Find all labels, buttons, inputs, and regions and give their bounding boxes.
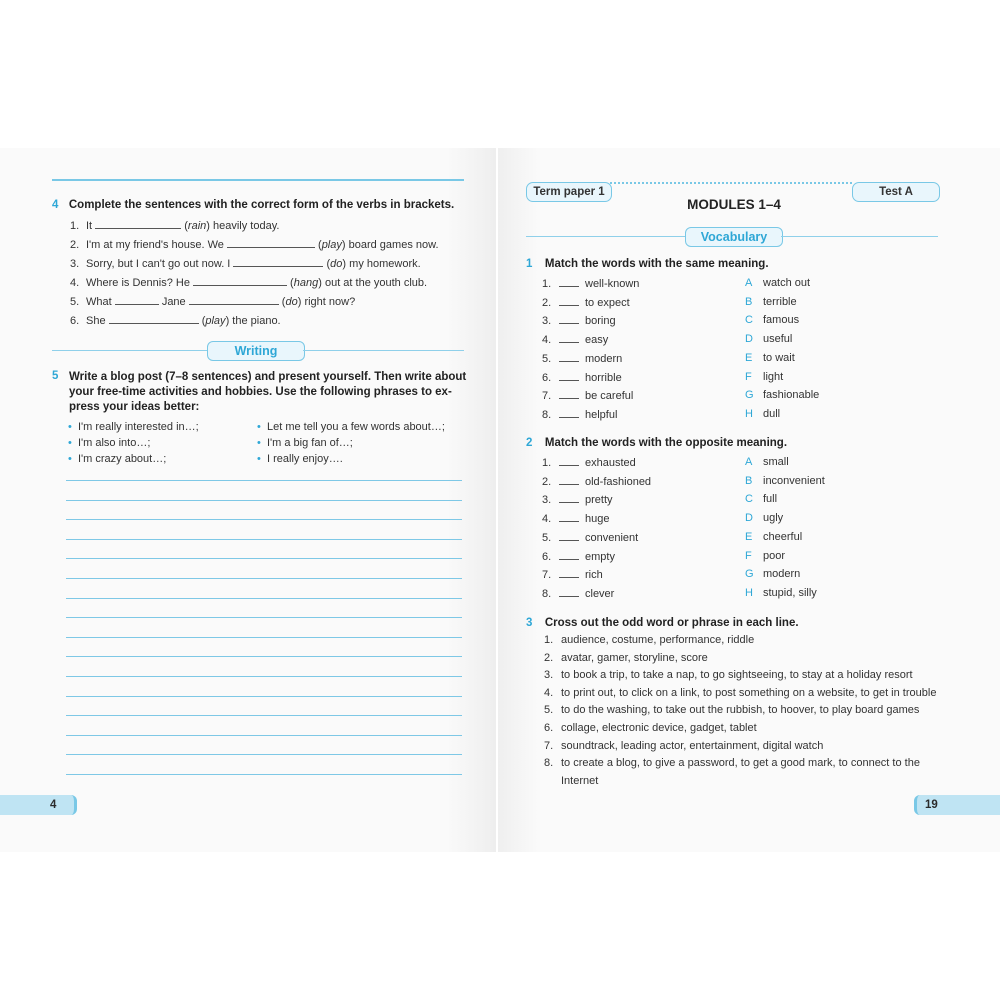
task1-right-item: [745, 277, 810, 289]
writing-line[interactable]: [66, 558, 462, 559]
word: well-known: [585, 278, 640, 290]
item-text: avatar, gamer, storyline, score: [561, 651, 708, 664]
option-letter: E: [745, 530, 753, 543]
task4-item: 4. Where is Dennis? He (hang) out at the youth club.: [70, 277, 428, 289]
item-text: Where is Dennis? He: [86, 277, 190, 289]
answer-blank[interactable]: [559, 568, 579, 578]
item-text: Sorry, but I can't go out now. I: [86, 258, 231, 270]
writing-line[interactable]: [66, 539, 462, 540]
dotted-rule: [610, 182, 852, 184]
item-text: to print out, to click on a link, to post something on a website, to get in trouble: [561, 686, 937, 699]
item-text: What: [86, 296, 112, 308]
option-letter: B: [745, 474, 753, 487]
writing-line[interactable]: [66, 637, 462, 638]
task2-right-item: [745, 568, 800, 580]
item-text: to create a blog, to give a password, to get a good mark, to connect to the: [561, 757, 920, 770]
task2-right-item: [745, 550, 785, 562]
writing-line[interactable]: [66, 774, 462, 775]
phrases-left-column: [68, 419, 199, 467]
word: fashionable: [763, 389, 820, 402]
option-letter: G: [745, 389, 754, 402]
item-number: 6.: [544, 722, 554, 734]
item-text: my homework.: [349, 258, 421, 270]
option-letter: E: [745, 351, 753, 364]
word: be careful: [585, 390, 634, 403]
item-number: 1.: [544, 634, 554, 646]
term-paper-label: Term paper 1: [526, 182, 612, 202]
word: full: [763, 493, 778, 506]
page-number-left: 4: [0, 795, 77, 815]
writing-line[interactable]: [66, 656, 462, 657]
item-number: 3.: [542, 494, 552, 507]
task2-left-item: [542, 456, 636, 469]
item-text: out at the youth club.: [324, 277, 428, 289]
page-title: MODULES 1–4: [687, 197, 781, 212]
task3-item: [544, 740, 823, 752]
writing-line[interactable]: [66, 735, 462, 736]
vocab-rule-left: [526, 236, 686, 237]
item-text: collage, electronic device, gadget, tablet: [561, 722, 757, 734]
task1-left-item: [542, 408, 617, 421]
option-letter: D: [745, 333, 753, 346]
task3-item: [544, 757, 920, 769]
task1-right-item: [745, 314, 799, 326]
item-number: 2.: [70, 239, 80, 251]
option-letter: A: [745, 277, 753, 289]
writing-line[interactable]: [66, 617, 462, 618]
word: terrible: [763, 295, 797, 308]
item-text: I'm at my friend's house. We: [86, 239, 224, 251]
item-number: 6.: [542, 550, 552, 563]
task2-right-item: [745, 475, 825, 487]
writing-line[interactable]: [66, 696, 462, 697]
item-text: to do the washing, to take out the rubbish, to hoover, to play board games: [561, 704, 920, 717]
item-number: 7.: [544, 739, 554, 752]
word: rich: [585, 569, 603, 582]
item-number: 1.: [542, 278, 552, 290]
phrase-item: • I'm crazy about…;: [68, 453, 167, 465]
phrases-right-column: [257, 419, 445, 467]
answer-blank[interactable]: [227, 238, 315, 248]
task1-number: 1: [526, 258, 533, 270]
task2-number: 2: [526, 437, 533, 449]
phrase-item: • I'm a big fan of…;: [257, 437, 353, 449]
task3-item: [544, 775, 598, 787]
word: huge: [585, 513, 610, 526]
writing-line[interactable]: [66, 715, 462, 716]
word: small: [763, 456, 789, 468]
item-text: Internet: [561, 774, 599, 787]
item-text: soundtrack, leading actor, entertainment, digital watch: [561, 739, 824, 752]
task1-right-item: [745, 408, 780, 420]
task2-right-item: [745, 493, 777, 505]
task2-right-item: [745, 512, 783, 524]
item-number: 5.: [542, 352, 552, 365]
task1-right-item: [745, 352, 795, 364]
task5-line-3: press your ideas better:: [69, 401, 200, 413]
word: famous: [763, 314, 800, 327]
task1-left-item: [542, 277, 639, 290]
task2-left-item: [542, 587, 614, 600]
task4-heading: [52, 195, 454, 213]
option-letter: G: [745, 568, 754, 581]
word: helpful: [585, 408, 618, 421]
task5-instruction: [69, 370, 466, 415]
phrase-item: • I'm also into…;: [68, 437, 151, 449]
task2-left-item: [542, 475, 651, 488]
answer-blank[interactable]: [559, 531, 579, 541]
item-number: 4.: [542, 334, 552, 347]
word: watch out: [763, 277, 811, 289]
answer-blank[interactable]: [193, 276, 287, 286]
task3-item: [544, 652, 708, 664]
task2-heading: [526, 433, 787, 451]
item-number: 6.: [542, 371, 552, 384]
item-number: 2.: [544, 651, 554, 664]
task3-item: [544, 687, 936, 699]
item-number: 6.: [70, 315, 80, 327]
task1-right-item: [745, 333, 792, 345]
answer-blank[interactable]: [559, 333, 579, 343]
word: easy: [585, 334, 609, 347]
item-number: 5.: [544, 704, 554, 717]
answer-blank[interactable]: [115, 295, 159, 305]
option-letter: F: [745, 549, 752, 562]
answer-blank[interactable]: [559, 389, 579, 399]
task2-left-item: [542, 512, 609, 525]
word: ugly: [763, 512, 784, 525]
item-number: 1.: [542, 457, 552, 469]
option-letter: H: [745, 586, 753, 599]
task5-line-1: Write a blog post (7–8 sentences) and present yourself. Then write about: [69, 371, 467, 383]
item-text: board games now.: [348, 239, 439, 251]
task1-left-item: [542, 333, 608, 346]
answer-blank[interactable]: [559, 512, 579, 522]
right-page: [498, 148, 1000, 852]
verb-hint: rain: [187, 220, 207, 232]
verb-hint: play: [321, 239, 342, 251]
item-text: audience, costume, performance, riddle: [561, 634, 755, 646]
task1-right-item: [745, 296, 797, 308]
page-number-right: 19: [914, 795, 1000, 815]
option-letter: H: [745, 407, 753, 420]
task1-left-item: [542, 314, 616, 327]
item-number: 2.: [542, 475, 552, 488]
task3-item: [544, 722, 757, 734]
task2-instruction: Match the words with the opposite meaning.: [544, 437, 788, 449]
item-number: 3.: [70, 258, 80, 270]
writing-rule-left: [52, 350, 208, 351]
word: to wait: [763, 351, 795, 364]
top-rule: [52, 179, 464, 181]
task3-item: [544, 634, 754, 646]
task1-right-item: [745, 389, 819, 401]
verb-hint: do: [330, 258, 343, 270]
writing-line[interactable]: [66, 480, 462, 481]
option-letter: C: [745, 493, 753, 506]
verb-hint: do: [285, 296, 298, 308]
task1-right-item: [745, 371, 783, 383]
item-number: 7.: [542, 390, 552, 403]
answer-blank[interactable]: [559, 408, 579, 418]
item-text: right now?: [304, 296, 356, 308]
task1-left-item: [542, 352, 622, 365]
task3-instruction: Cross out the odd word or phrase in each line.: [544, 617, 799, 629]
item-text: the piano.: [232, 315, 281, 327]
answer-blank[interactable]: [559, 587, 579, 597]
option-letter: B: [745, 295, 753, 308]
task2-left-item: [542, 568, 603, 581]
option-letter: A: [745, 456, 753, 468]
item-text: to book a trip, to take a nap, to go sightseeing, to stay at a holiday resort: [561, 669, 913, 682]
item-number: 3.: [542, 315, 552, 328]
vocabulary-section-tab: Vocabulary: [685, 227, 783, 247]
task2-left-item: [542, 531, 638, 544]
item-number: 2.: [542, 296, 552, 309]
vocab-rule-right: [781, 236, 938, 237]
task5-number: 5: [52, 370, 59, 382]
option-letter: D: [745, 512, 753, 525]
task5-line-2: your free-time activities and hobbies. Use the following phrases to ex-: [69, 386, 452, 398]
answer-blank[interactable]: [109, 314, 199, 324]
word: pretty: [585, 494, 613, 507]
task3-item: [544, 669, 913, 681]
writing-line[interactable]: [66, 519, 462, 520]
word: useful: [763, 333, 793, 346]
item-number: 1.: [70, 220, 80, 232]
option-letter: F: [745, 370, 752, 383]
word: convenient: [585, 531, 639, 544]
option-letter: C: [745, 314, 753, 327]
left-page: [0, 148, 496, 852]
task1-left-item: [542, 389, 633, 402]
word: clever: [585, 587, 615, 600]
word: modern: [763, 568, 801, 581]
writing-section-tab: Writing: [207, 341, 305, 361]
word: exhausted: [585, 457, 636, 469]
task1-left-item: [542, 371, 622, 384]
answer-blank[interactable]: [559, 456, 579, 466]
answer-blank[interactable]: [559, 352, 579, 362]
word: modern: [585, 352, 623, 365]
word: dull: [763, 407, 781, 420]
task4-item: 6. She (play) the piano.: [70, 315, 281, 327]
item-number: 4.: [70, 277, 80, 289]
task3-number: 3: [526, 617, 533, 629]
word: to expect: [585, 296, 630, 309]
task3-item: [544, 704, 919, 716]
word: light: [763, 370, 784, 383]
word: empty: [585, 550, 615, 563]
task2-left-item: [542, 493, 613, 506]
test-label: Test A: [852, 182, 940, 202]
task3-heading: [526, 613, 799, 631]
item-text: heavily today.: [213, 220, 280, 232]
answer-blank[interactable]: [559, 371, 579, 381]
verb-hint: hang: [293, 277, 319, 289]
item-number: 3.: [544, 669, 554, 682]
word: old-fashioned: [585, 475, 652, 488]
task2-left-item: [542, 550, 615, 563]
item-number: 7.: [542, 569, 552, 582]
word: stupid, silly: [763, 586, 817, 599]
answer-blank[interactable]: [559, 314, 579, 324]
writing-line[interactable]: [66, 578, 462, 579]
task4-item: 5. What Jane (do) right now?: [70, 296, 356, 308]
item-number: 8.: [542, 587, 552, 600]
phrase-item: • Let me tell you a few words about…;: [257, 421, 445, 433]
word: horrible: [585, 371, 622, 384]
answer-blank[interactable]: [233, 257, 323, 267]
item-number: 4.: [542, 513, 552, 526]
answer-blank[interactable]: [559, 475, 579, 485]
item-number: 8.: [544, 757, 554, 770]
answer-blank[interactable]: [559, 550, 579, 560]
word: boring: [585, 315, 616, 328]
item-text: She: [86, 315, 106, 327]
word: cheerful: [763, 530, 803, 543]
item-number: 8.: [542, 408, 552, 421]
task1-instruction: Match the words with the same meaning.: [544, 258, 769, 270]
phrase-item: • I really enjoy….: [257, 453, 343, 465]
word: inconvenient: [763, 474, 825, 487]
writing-rule-right: [303, 350, 464, 351]
item-number: 4.: [544, 686, 554, 699]
task4-item: 3. Sorry, but I can't go out now. I (do) my homework.: [70, 258, 421, 270]
item-text: Jane: [161, 296, 186, 308]
task2-right-item: [745, 587, 817, 599]
task1-heading: [526, 254, 769, 272]
writing-line[interactable]: [66, 598, 462, 599]
writing-line[interactable]: [66, 500, 462, 501]
task2-right-item: [745, 531, 802, 543]
answer-blank[interactable]: [189, 295, 279, 305]
writing-line[interactable]: [66, 754, 462, 755]
verb-hint: play: [205, 315, 226, 327]
item-number: 5.: [542, 531, 552, 544]
task4-instruction: Complete the sentences with the correct form of the verbs in brackets.: [68, 199, 455, 211]
task1-left-item: [542, 296, 630, 309]
writing-line[interactable]: [66, 676, 462, 677]
task4-number: 4: [52, 199, 59, 211]
answer-blank[interactable]: [559, 296, 579, 306]
task2-right-item: [745, 456, 789, 468]
task4-item: 1. It (rain) heavily today.: [70, 220, 280, 232]
item-text: It: [86, 220, 93, 232]
item-number: 5.: [70, 296, 80, 308]
task4-item: 2. I'm at my friend's house. We (play) board games now.: [70, 239, 439, 251]
answer-blank[interactable]: [559, 277, 579, 287]
word: poor: [763, 549, 786, 562]
answer-blank[interactable]: [559, 493, 579, 503]
phrase-item: • I'm really interested in…;: [68, 421, 199, 433]
answer-blank[interactable]: [95, 219, 181, 229]
